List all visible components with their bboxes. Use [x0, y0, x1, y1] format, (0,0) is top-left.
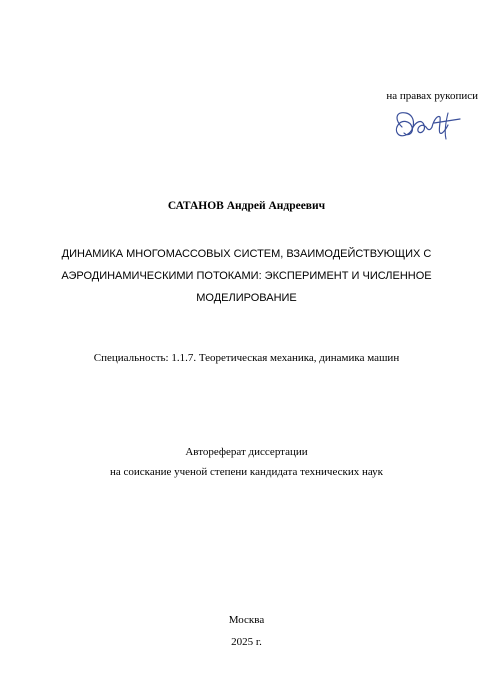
abstract-line-1: Автореферат диссертации [185, 446, 308, 458]
handwritten-signature [388, 105, 468, 145]
title-line-3: МОДЕЛИРОВАНИЕ [196, 292, 297, 304]
year: 2025 г. [231, 636, 262, 648]
abstract-line-2: на соискание ученой степени кандидата технических наук [109, 466, 384, 478]
title-line-2: АЭРОДИНАМИЧЕСКИМИ ПОТОКАМИ: ЭКСПЕРИМЕНТ И ЧИСЛЕННОЕ [61, 270, 432, 282]
manuscript-note: на правах рукописи [386, 90, 478, 102]
title-line-1: ДИНАМИКА МНОГОМАССОВЫХ СИСТЕМ, ВЗАИМОДЕЙСТВУЮЩИХ С [61, 248, 432, 260]
city: Москва [228, 614, 265, 626]
author-name: САТАНОВ Андрей Андреевич [167, 200, 326, 212]
specialty-line: Специальность: 1.1.7. Теоретическая механика, динамика машин [93, 352, 400, 364]
abstract-block [0, 442, 493, 482]
dissertation-title [0, 243, 493, 309]
